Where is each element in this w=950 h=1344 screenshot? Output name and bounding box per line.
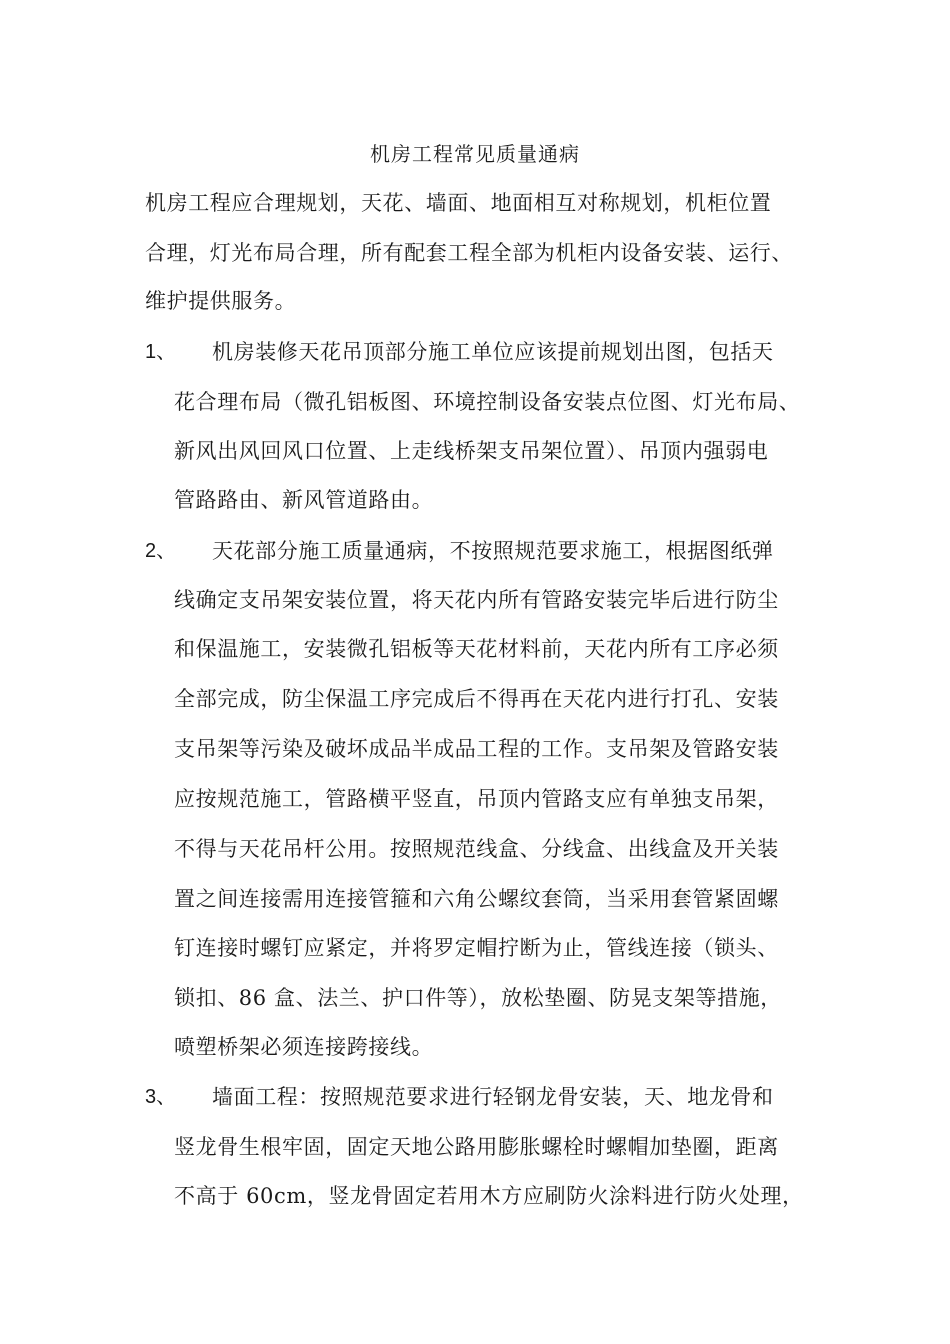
list-item-line: 花合理布局（微孔铝板图、环境控制设备安装点位图、灯光布局、 <box>174 390 801 414</box>
list-item-first-line: 机房装修天花吊顶部分施工单位应该提前规划出图，包括天 <box>212 340 774 364</box>
list-item-line: 不高于 60cm，竖龙骨固定若用木方应刷防火涂料进行防火处理， <box>174 1184 804 1208</box>
list-item-line: 喷塑桥架必须连接跨接线。 <box>174 1035 434 1059</box>
list-item-line: 置之间连接需用连接管箍和六角公螺纹套筒，当采用套管紧固螺 <box>174 887 779 911</box>
list-item-line: 管路路由、新风管道路由。 <box>174 488 434 512</box>
list-item-line: 应按规范施工，管路横平竖直，吊顶内管路支应有单独支吊架， <box>174 787 779 811</box>
intro-line: 维护提供服务。 <box>145 289 297 313</box>
list-item-line: 新风出风回风口位置、上走线桥架支吊架位置）、吊顶内强弱电 <box>174 439 769 463</box>
list-item-number: 2、 <box>145 540 177 562</box>
list-item-line: 和保温施工，安装微孔铝板等天花材料前，天花内所有工序必须 <box>174 637 779 661</box>
list-item-number: 1、 <box>145 341 177 363</box>
intro-line: 合理，灯光布局合理，所有配套工程全部为机柜内设备安装、运行、 <box>145 241 793 265</box>
list-item-number: 3、 <box>145 1086 177 1108</box>
list-item-line: 线确定支吊架安装位置，将天花内所有管路安装完毕后进行防尘 <box>174 588 779 612</box>
list-item-line: 不得与天花吊杆公用。按照规范线盒、分线盒、出线盒及开关装 <box>174 837 779 861</box>
list-item-first-line: 墙面工程：按照规范要求进行轻钢龙骨安装，天、地龙骨和 <box>212 1085 774 1109</box>
list-item-line: 竖龙骨生根牢固，固定天地公路用膨胀螺栓时螺帽加垫圈，距离 <box>174 1135 779 1159</box>
list-item-first-line: 天花部分施工质量通病，不按照规范要求施工，根据图纸弹 <box>212 539 774 563</box>
intro-line: 机房工程应合理规划，天花、墙面、地面相互对称规划，机柜位置 <box>145 191 772 215</box>
list-item-line: 锁扣、86 盒、法兰、护口件等），放松垫圈、防晃支架等措施， <box>174 986 782 1010</box>
list-item-line: 钉连接时螺钉应紧定，并将罗定帽拧断为止，管线连接（锁头、 <box>174 936 779 960</box>
list-item-line: 全部完成，防尘保温工序完成后不得再在天花内进行打孔、安装 <box>174 687 779 711</box>
document-title: 机房工程常见质量通病 <box>370 142 580 166</box>
list-item-line: 支吊架等污染及破坏成品半成品工程的工作。支吊架及管路安装 <box>174 737 779 761</box>
